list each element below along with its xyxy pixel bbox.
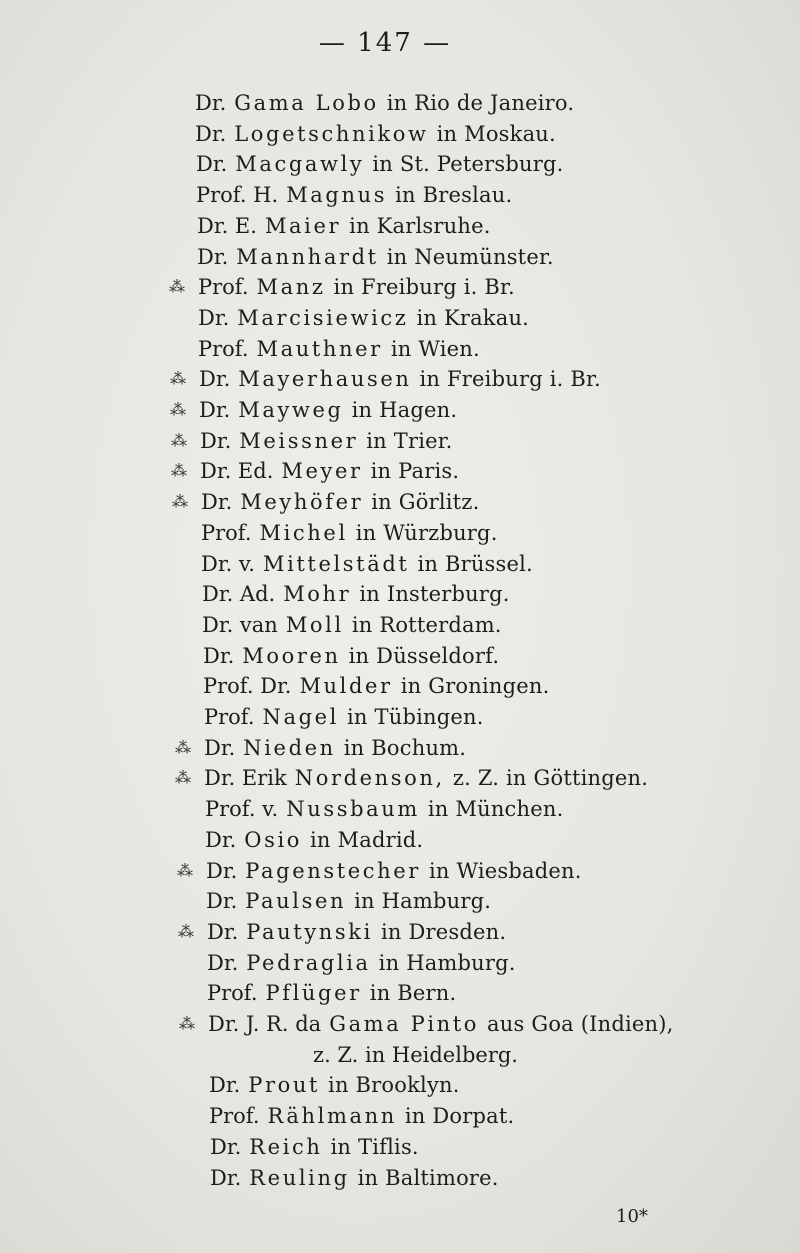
entry-title: Dr. van xyxy=(202,612,278,637)
entry-title: Dr. xyxy=(207,950,239,975)
signature-mark: 10* xyxy=(616,1206,648,1227)
entry-name: Mayerhausen xyxy=(238,367,412,392)
asterism-marker: ⁂ xyxy=(179,1014,195,1033)
entry-location: in Trier. xyxy=(366,428,453,453)
list-item xyxy=(210,1163,499,1193)
entry-name: Nussbaum xyxy=(286,797,420,822)
asterism-marker: ⁂ xyxy=(175,737,191,757)
entry-title: Dr. xyxy=(206,858,238,883)
list-item xyxy=(207,978,456,1008)
entry-name: Meyhöfer xyxy=(240,490,364,515)
entry-location: in St. Petersburg. xyxy=(372,152,564,177)
entry-location: in Insterburg. xyxy=(359,582,510,607)
entry-location: in Bern. xyxy=(369,981,457,1006)
entry-location: in Rotterdam. xyxy=(351,612,502,637)
entry-location: in Krakau. xyxy=(416,305,530,330)
entry-location: in Tiflis. xyxy=(330,1134,419,1159)
entry-location: in München. xyxy=(427,797,564,822)
list-item xyxy=(175,733,467,763)
entry-name: Meissner xyxy=(239,428,359,453)
entry-title: Dr. xyxy=(197,244,229,269)
entry-name: Prout xyxy=(248,1073,321,1098)
list-item xyxy=(209,1101,514,1131)
entry-title: Dr. xyxy=(196,152,228,177)
entry-location: in Düsseldorf. xyxy=(348,643,500,668)
asterism-marker: ⁂ xyxy=(171,430,187,450)
entry-location: in Wien. xyxy=(390,336,480,361)
entry-title: Dr. Ad. xyxy=(202,582,276,607)
entry-location: in Bochum. xyxy=(343,735,467,760)
list-item xyxy=(201,518,498,548)
list-item xyxy=(197,242,554,272)
list-item xyxy=(205,794,563,824)
entry-title: Dr. xyxy=(206,889,238,914)
list-item xyxy=(177,856,582,886)
entry-name: Rählmann xyxy=(267,1104,397,1129)
entry-name: Nordenson, xyxy=(294,766,445,791)
entry-title: Dr. xyxy=(199,398,231,422)
entry-name: Gama Lobo xyxy=(234,91,379,115)
entry-location: in Würzburg. xyxy=(355,520,498,545)
entry-title: Dr. J. R. da xyxy=(208,1012,322,1036)
entry-name: Gama Pinto xyxy=(329,1012,480,1036)
list-item xyxy=(175,763,649,793)
list-item xyxy=(195,88,574,118)
entry-location: in Brooklyn. xyxy=(328,1073,460,1098)
entry-location: in Görlitz. xyxy=(371,490,480,515)
entry-location: in Neumünster. xyxy=(386,244,554,269)
entry-location: in Hamburg. xyxy=(354,889,492,914)
entry-name: Macgawly xyxy=(235,152,365,177)
entry-title: Dr. v. xyxy=(201,551,255,576)
entry-name: Pflüger xyxy=(265,981,362,1006)
asterism-marker: ⁂ xyxy=(170,369,186,389)
entry-title: Dr. xyxy=(195,91,227,115)
entry-title: Dr. xyxy=(207,919,239,944)
entry-name: Osio xyxy=(244,827,303,852)
entry-name: Manz xyxy=(256,275,326,300)
list-item xyxy=(171,456,460,486)
list-item xyxy=(170,364,601,394)
list-item xyxy=(203,641,499,671)
entry-location: in Madrid. xyxy=(310,827,424,852)
list-item xyxy=(209,1070,460,1100)
list-item xyxy=(210,1132,419,1162)
list-item xyxy=(178,917,507,947)
entry-title: Dr. xyxy=(203,643,235,668)
entry-location: aus Goa (Indien), xyxy=(487,1012,674,1036)
entry-name: Mayweg xyxy=(238,398,344,422)
asterism-marker: ⁂ xyxy=(177,860,193,880)
entry-location: in Baltimore. xyxy=(357,1165,499,1190)
entry-location: in Hamburg. xyxy=(378,950,516,975)
entry-title: Prof. Dr. xyxy=(203,674,292,699)
list-item xyxy=(179,1009,674,1039)
list-item xyxy=(205,825,423,855)
entry-name: Logetschnikow xyxy=(234,121,429,146)
entry-location: in Moskau. xyxy=(436,121,556,146)
list-item xyxy=(207,948,516,978)
list-item xyxy=(201,549,533,579)
page-number: — 147 — xyxy=(318,28,452,58)
entry-location: in Freiburg i. Br. xyxy=(419,367,601,392)
entry-title: Dr. xyxy=(199,367,231,392)
entry-title: Prof. xyxy=(207,981,258,1006)
asterism-marker: ⁂ xyxy=(172,492,188,512)
entry-name: Reich xyxy=(249,1134,323,1159)
entry-location: z. Z. in Göttingen. xyxy=(452,766,649,791)
list-item xyxy=(203,671,550,701)
entry-name: Mannhardt xyxy=(236,244,379,269)
entry-location: in Breslau. xyxy=(395,183,513,208)
list-item xyxy=(202,610,502,640)
entry-name: Moll xyxy=(285,612,344,637)
entry-title: Prof. xyxy=(201,520,252,545)
entry-title: Dr. xyxy=(198,305,230,330)
list-item xyxy=(196,180,512,210)
entry-name: Reuling xyxy=(249,1165,350,1190)
list-item xyxy=(169,272,515,302)
entry-name: Nagel xyxy=(262,705,339,729)
entry-title: Prof. H. xyxy=(196,183,279,208)
entry-title: Dr. xyxy=(210,1134,242,1159)
entry-title: Prof. xyxy=(204,705,255,729)
list-item xyxy=(170,395,458,425)
list-item xyxy=(172,487,480,517)
entry-location: in Wiesbaden. xyxy=(428,858,582,883)
entry-location: in Karlsruhe. xyxy=(349,213,491,238)
entry-name: Pautynski xyxy=(246,919,373,944)
entry-title: Prof. xyxy=(198,336,249,361)
entry-title: Prof. xyxy=(198,275,249,300)
entry-location: in Freiburg i. Br. xyxy=(333,275,515,300)
entry-title: Dr. xyxy=(195,121,227,146)
entry-name: Mohr xyxy=(283,582,352,607)
entry-title: Dr. xyxy=(204,735,236,760)
asterism-marker: ⁂ xyxy=(169,277,185,297)
list-item xyxy=(198,303,529,333)
list-item xyxy=(204,702,484,732)
entry-name: Mauthner xyxy=(256,336,383,361)
entry-location: in Paris. xyxy=(370,459,460,484)
entry-location: in Brüssel. xyxy=(417,551,533,576)
entry-title: Dr. E. xyxy=(197,213,257,238)
entry-location: in Groningen. xyxy=(400,674,550,699)
entry-name: Pagenstecher xyxy=(245,858,421,883)
asterism-marker: ⁂ xyxy=(170,400,186,419)
entry-name: Mittelstädt xyxy=(262,551,410,576)
asterism-marker: ⁂ xyxy=(171,461,187,481)
entry-location: in Dresden. xyxy=(380,919,507,944)
entry-location: in Tübingen. xyxy=(347,705,484,729)
entry-title: Dr. xyxy=(205,827,237,852)
entry-title: Dr. Erik xyxy=(204,766,287,791)
asterism-marker: ⁂ xyxy=(178,921,194,941)
entry-title: Prof. v. xyxy=(205,797,279,822)
entry-title: Dr. xyxy=(210,1165,242,1190)
entry-location: in Dorpat. xyxy=(404,1104,515,1129)
entry-continuation: z. Z. in Heidelberg. xyxy=(313,1042,518,1067)
list-item xyxy=(202,579,510,609)
list-item xyxy=(206,886,491,916)
list-item xyxy=(171,426,453,456)
entry-name: Marcisiewicz xyxy=(237,305,409,330)
entry-title: Dr. xyxy=(209,1073,241,1098)
entry-name: Maier xyxy=(264,213,342,238)
entry-title: Prof. xyxy=(209,1104,260,1129)
entry-name: Magnus xyxy=(286,183,388,208)
entry-name: Paulsen xyxy=(245,889,347,914)
list-item xyxy=(196,149,563,179)
entry-location: in Hagen. xyxy=(351,398,458,422)
entry-name: Mooren xyxy=(242,643,341,668)
list-item xyxy=(198,334,480,364)
entry-location: in Rio de Janeiro. xyxy=(386,91,575,115)
list-item xyxy=(195,119,556,149)
entry-title: Dr. xyxy=(201,490,233,515)
list-item xyxy=(197,211,491,241)
entry-name: Michel xyxy=(259,520,348,545)
asterism-marker: ⁂ xyxy=(175,768,191,788)
entry-name: Pedraglia xyxy=(246,950,371,975)
entry-name: Mulder xyxy=(299,674,393,699)
entry-name: Meyer xyxy=(281,459,363,484)
entry-title: Dr. Ed. xyxy=(200,459,274,484)
entry-name: Nieden xyxy=(243,735,336,760)
entry-title: Dr. xyxy=(200,428,232,453)
